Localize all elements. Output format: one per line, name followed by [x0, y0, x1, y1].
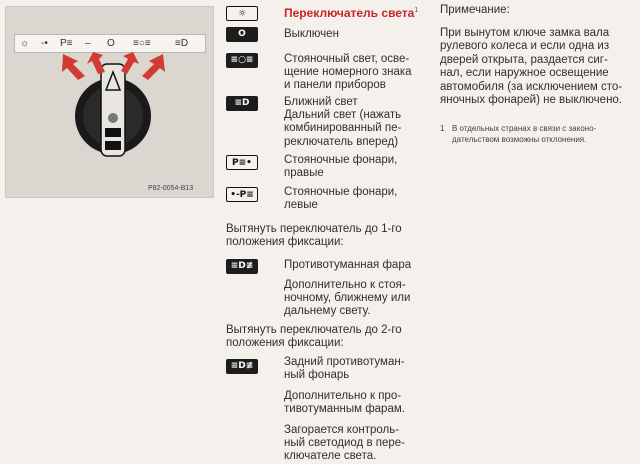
headlight-icon: ≡D [175, 38, 189, 49]
off-icon: O [226, 27, 258, 42]
right-parking-lights-icon: P≡• [226, 155, 258, 170]
left-parking-lights-icon: •-P≡ [226, 187, 258, 202]
note-body: При вынутом ключе замка вала рулевого колеса и если одна из дверей открыта, раздается сиг- нал, если наружное освещение автомобиля (за исключением сто- яночных фонарей) не выключено. [440, 27, 623, 107]
off-circle-icon: O [107, 38, 115, 49]
light-sun-icon: ☼ [20, 38, 30, 49]
front-fog-title: Противотуманная фара [284, 259, 412, 271]
arrow-right-center-icon [121, 52, 139, 74]
right-parking-icon: P≡ [60, 38, 73, 49]
side-light-icon: ≡○≡ [133, 38, 151, 49]
section-title: Переключатель света$^1$ [284, 6, 419, 20]
front-fog-mark [105, 141, 121, 150]
rear-fog-light-icon: ≡D≢ [226, 359, 258, 374]
indicator-led [108, 113, 118, 123]
legend-off-text: Выключен [284, 28, 339, 40]
pull-second-position-heading: Вытянуть переключатель до 2-го положения фиксации: [226, 324, 402, 350]
light-switch-drawing [5, 6, 212, 196]
legend-right-parking-text: Стояночные фонари, правые [284, 154, 398, 180]
arrow-left-icon [62, 54, 85, 80]
headlight-icon: ≡D [226, 96, 258, 111]
legend-parking-text: Стояночный свет, осве- щение номерного знака и панели приборов [284, 53, 412, 92]
front-fog-light-icon: ≡D≢ [226, 259, 258, 274]
rear-fog-title: Задний противотуман- ный фонарь [284, 356, 405, 382]
sun-icon: ☼ [226, 6, 258, 21]
rear-fog-desc: Дополнительно к про- тивотуманным фарам. [284, 390, 405, 416]
arrow-right-icon [142, 54, 165, 80]
separator-dash-icon: – [85, 38, 91, 49]
footnote-number: 1 [440, 124, 445, 133]
illustration-caption: P82-0054-B13 [148, 185, 194, 192]
rear-fog-mark [105, 128, 121, 137]
pull-first-position-heading: Вытянуть переключатель до 1-го положения фиксации: [226, 223, 402, 249]
front-fog-desc: Дополнительно к стоя- ночному, ближнему или дальнему свету. [284, 279, 411, 318]
legend-headlight-text: Ближний свет Дальний свет (нажать комбинированный пе- реключатель вперед) [284, 96, 402, 148]
left-parking-icon: -• [41, 38, 48, 49]
note-heading: Примечание: [440, 4, 510, 16]
rear-fog-indicator-desc: Загорается контроль- ный светодиод в пере- ключателе света. [284, 424, 405, 463]
legend-left-parking-text: Стояночные фонари, левые [284, 186, 398, 212]
parking-light-icon: ≡○≡ [226, 53, 258, 68]
arrow-left-center-icon [87, 52, 105, 74]
footnote-text: В отдельных странах в связи с законо- дательством возможны отклонения. [452, 124, 597, 144]
